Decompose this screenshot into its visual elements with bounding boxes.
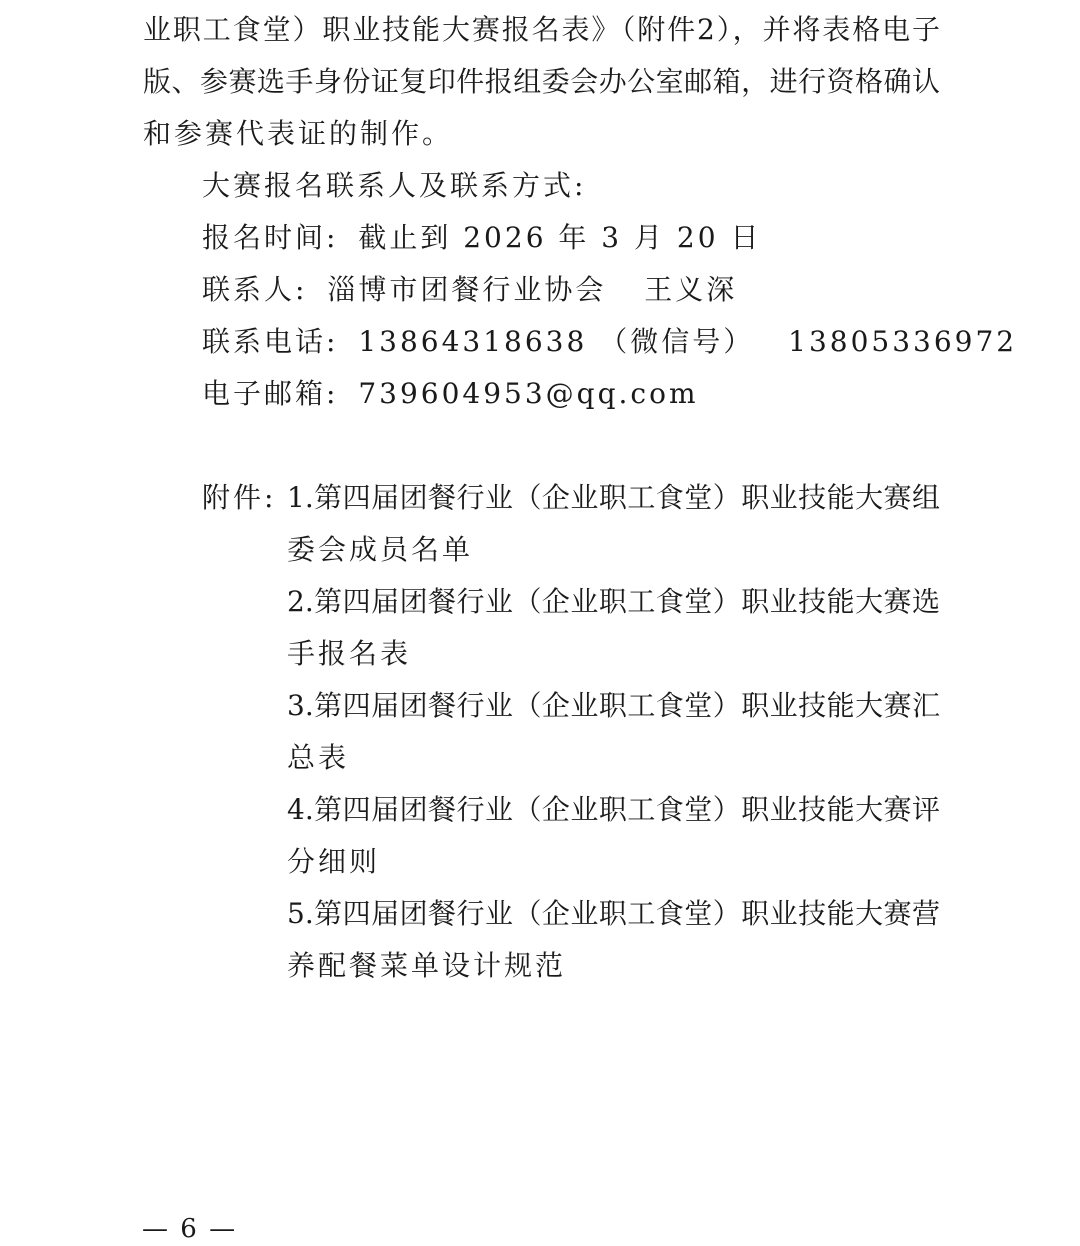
- attachment-item-5-line-1: 5.第四届团餐行业（企业职工食堂）职业技能大赛营: [287, 897, 940, 930]
- attachment-item-5-line-2: 养配餐菜单设计规范: [287, 949, 567, 982]
- contact-organization: 淄博市团餐行业协会: [327, 273, 607, 306]
- phone-note: （微信号）: [599, 325, 755, 358]
- attachment-item-2-line-1: 2.第四届团餐行业（企业职工食堂）职业技能大赛选: [287, 585, 940, 618]
- email-row: [202, 368, 699, 420]
- deadline-row: [202, 212, 761, 264]
- attachment-item-4-line-2: 分细则: [287, 845, 381, 878]
- attachment-item-3-line-2: 总表: [287, 741, 350, 774]
- deadline-label: 报名时间:: [202, 221, 339, 254]
- contact-person-row: [202, 264, 737, 316]
- paragraph-line-1: 业职工食堂）职业技能大赛报名表》（附件2），并将表格电子: [143, 13, 940, 46]
- attachment-item-3-line-1: 3.第四届团餐行业（企业职工食堂）职业技能大赛汇: [287, 689, 940, 722]
- contact-person-name: 王义深: [644, 273, 738, 306]
- phone-label: 联系电话:: [202, 325, 339, 358]
- attachment-item-1-line-1: 1.第四届团餐行业（企业职工食堂）职业技能大赛组: [287, 481, 940, 514]
- attachments-label: 附件:: [202, 481, 277, 514]
- attachment-item-1-line-2: 委会成员名单: [287, 533, 474, 566]
- email-label: 电子邮箱:: [202, 377, 339, 410]
- page-number: — 6 —: [142, 1214, 238, 1244]
- paragraph-line-2: 版、参赛选手身份证复印件报组委会办公室邮箱，进行资格确认: [143, 65, 940, 98]
- deadline-value: 截止到 2026 年 3 月 20 日: [358, 221, 762, 254]
- email-value: 739604953@qq.com: [358, 377, 699, 410]
- contact-heading: 大赛报名联系人及联系方式:: [202, 169, 587, 202]
- paragraph-line-3: 和参赛代表证的制作。: [143, 117, 454, 150]
- phone-primary: 13864318638: [358, 325, 588, 358]
- phone-secondary: 13805336972: [788, 325, 1018, 358]
- attachment-item-2-line-2: 手报名表: [287, 637, 412, 670]
- attachment-item-4-line-1: 4.第四届团餐行业（企业职工食堂）职业技能大赛评: [287, 793, 940, 826]
- phone-row: [202, 316, 1017, 368]
- contact-person-label: 联系人:: [202, 273, 308, 306]
